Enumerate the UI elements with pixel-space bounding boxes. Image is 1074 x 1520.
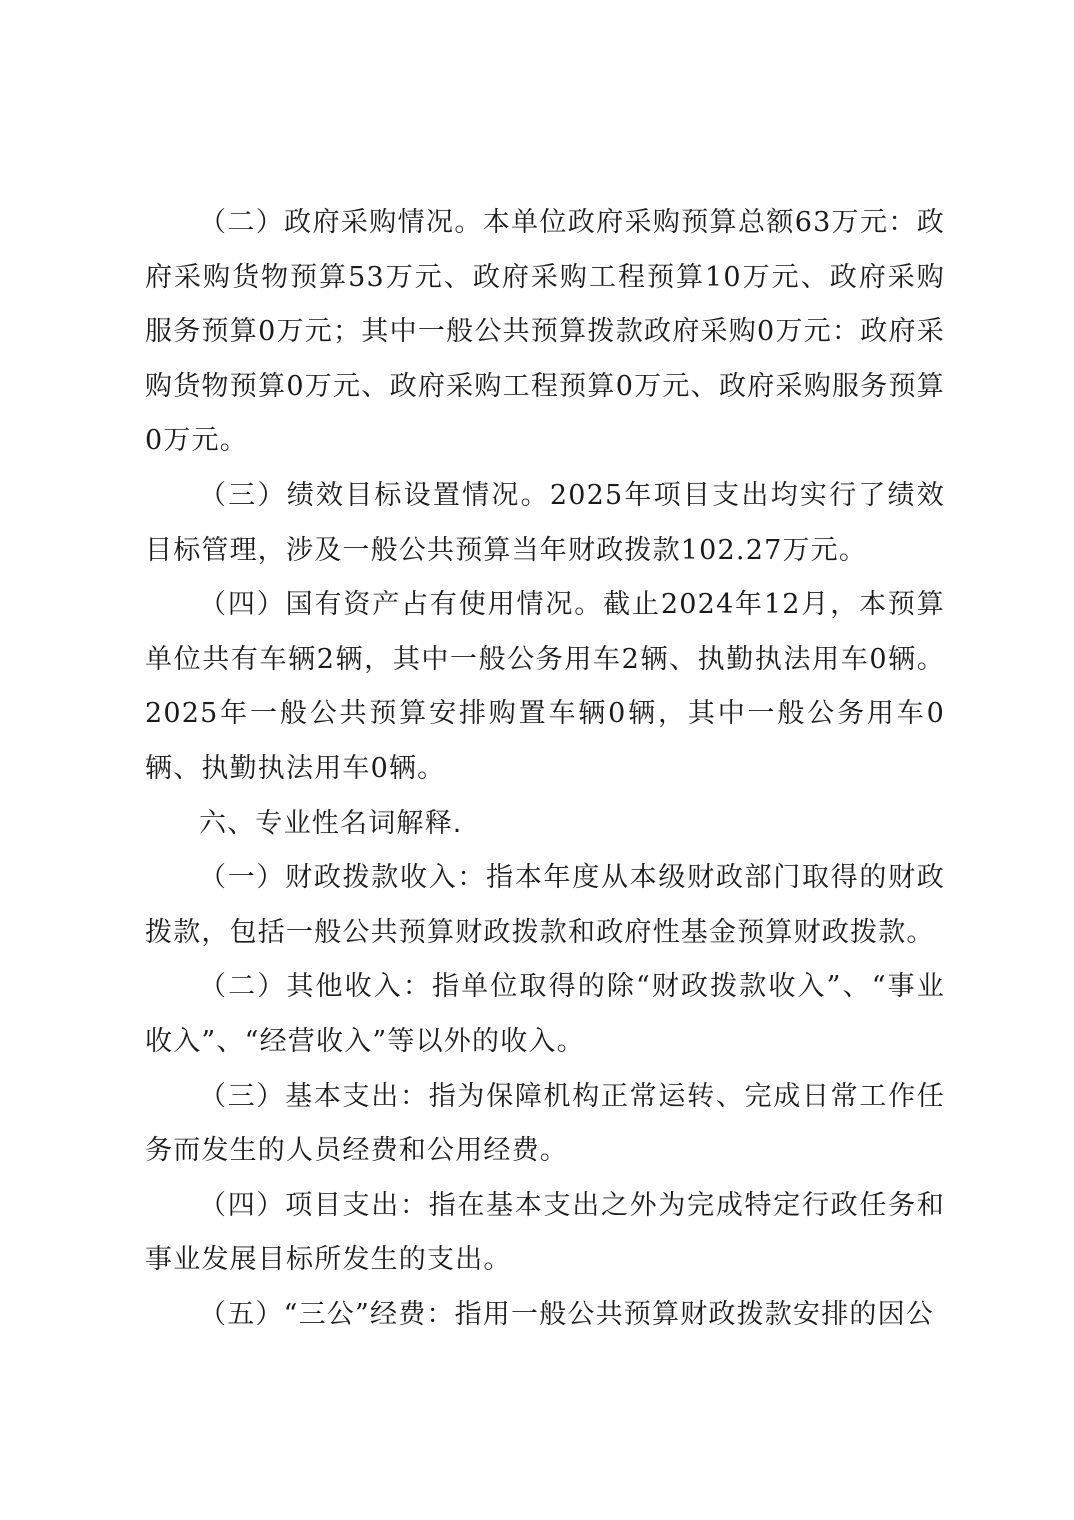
- paragraph-term-fiscal-appropriation: （一）财政拨款收入：指本年度从本级财政部门取得的财政拨款，包括一般公共预算财政拨款和政府性基金预算财政拨款。: [145, 862, 945, 948]
- paragraph-government-procurement: （二）政府采购情况。本单位政府采购预算总额63万元：政府采购货物预算53万元、政府采购工程预算10万元、政府采购服务预算0万元；其中一般公共预算拨款政府采购0万元：政府采购货物预算0万元、政府采购工程预算0万元、政府采购服务预算0万元。: [145, 207, 945, 457]
- paragraph-performance-targets: （三）绩效目标设置情况。2025年项目支出均实行了绩效目标管理，涉及一般公共预算当年财政拨款102.27万元。: [145, 479, 945, 566]
- paragraph-term-three-public-expenses: （五）“三公”经费：指用一般公共预算财政拨款安排的因公: [199, 1298, 935, 1330]
- document-body: [145, 196, 945, 1342]
- paragraph-term-basic-expenditure: （三）基本支出：指为保障机构正常运转、完成日常工作任务而发生的人员经费和公用经费。: [145, 1080, 945, 1167]
- section-heading-terms: 六、专业性名词解释.: [199, 807, 463, 839]
- paragraph-term-other-income: （二）其他收入：指单位取得的除“财政拨款收入”、“事业收入”、“经营收入”等以外的收入。: [145, 971, 945, 1057]
- paragraph-term-project-expenditure: （四）项目支出：指在基本支出之外为完成特定行政任务和事业发展目标所发生的支出。: [145, 1189, 945, 1276]
- paragraph-state-assets: （四）国有资产占有使用情况。截止2024年12月，本预算单位共有车辆2辆，其中一般公务用车2辆、执勤执法用车0辆。2025年一般公共预算安排购置车辆0辆，其中一般公务用车0辆、执勤执法用车0辆。: [145, 589, 945, 784]
